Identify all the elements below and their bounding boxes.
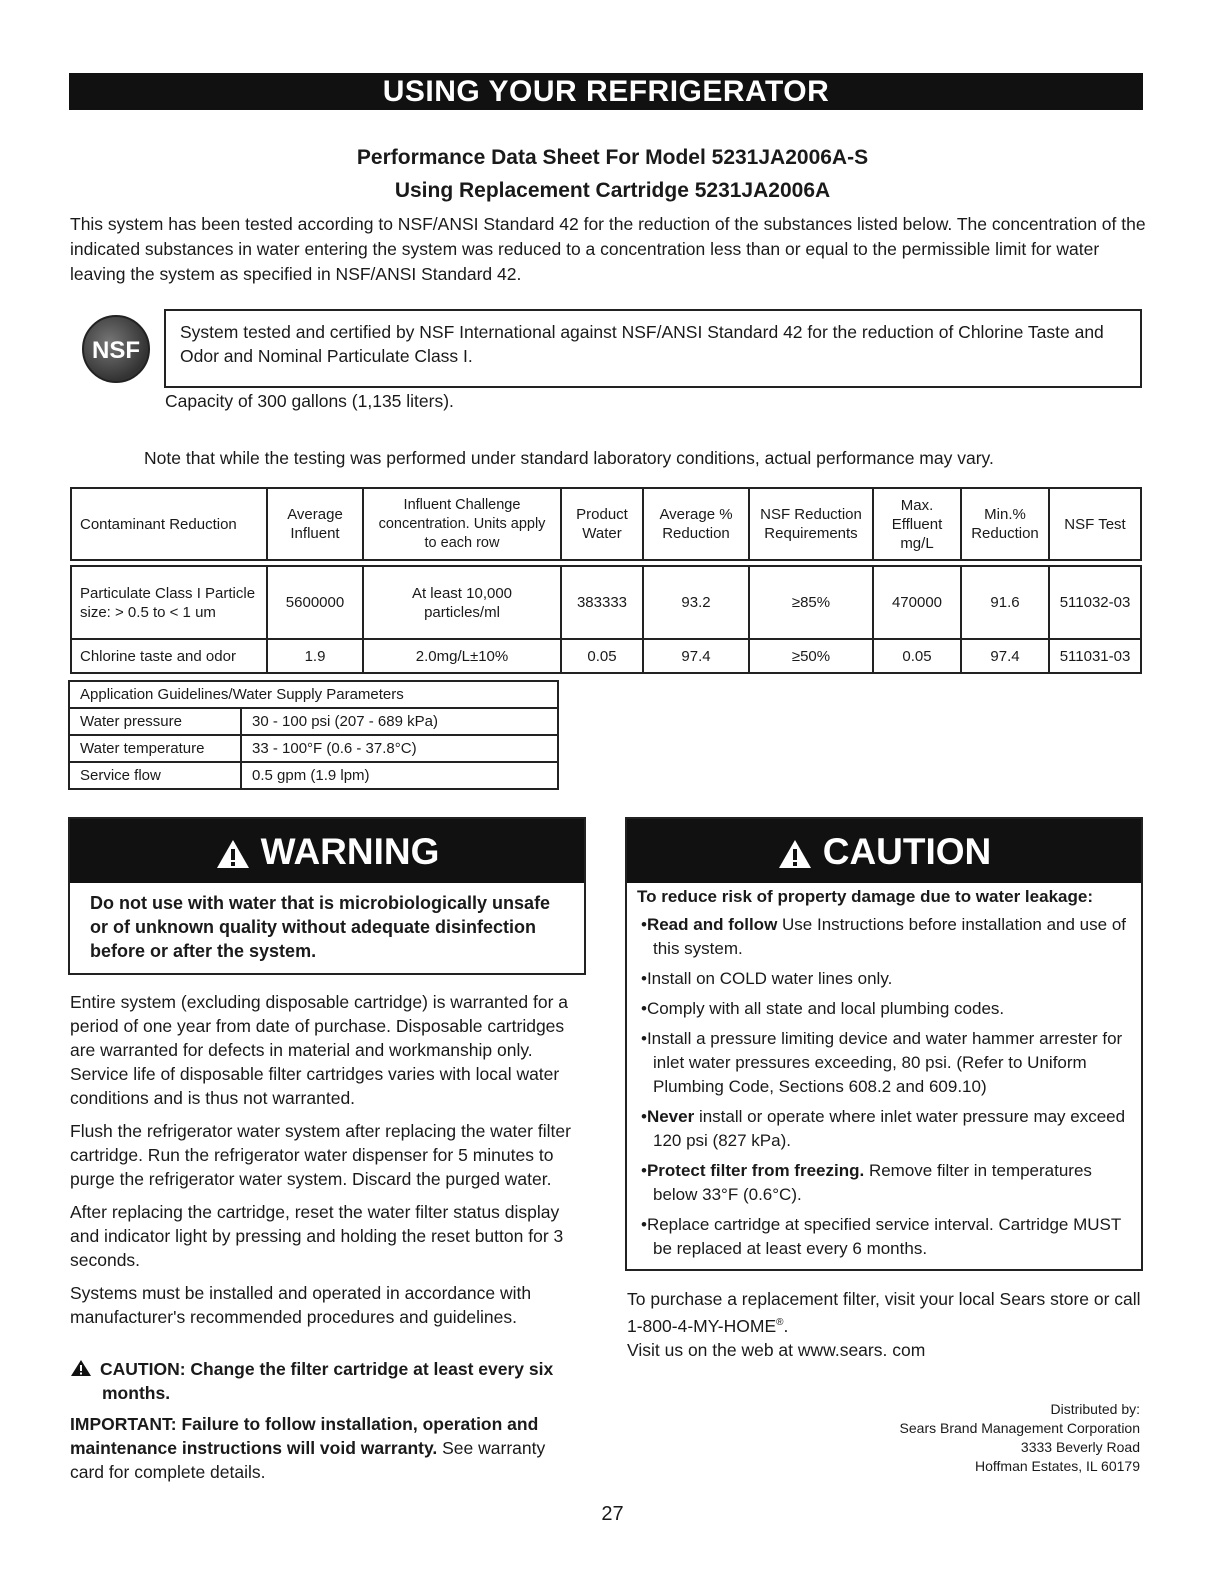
table-cell: 1.9 bbox=[267, 639, 363, 673]
important-bold: IMPORTANT: Failure to follow installation, operation and maintenance instructions will void warranty. bbox=[70, 1414, 539, 1458]
install-paragraph: Systems must be installed and operated in accordance with manufacturer's recommended procedures and guidelines. bbox=[70, 1283, 532, 1327]
table-row bbox=[69, 735, 558, 762]
table-cell: Chlorine taste and odor bbox=[71, 639, 267, 673]
table-header-row bbox=[71, 488, 1141, 560]
warning-heading: WARNING bbox=[70, 819, 584, 883]
table-row bbox=[69, 762, 558, 789]
table-cell: Water temperature bbox=[69, 735, 241, 762]
caution-item: •Install on COLD water lines only. bbox=[641, 969, 893, 988]
caution-heading-triangle-icon bbox=[777, 838, 813, 870]
important-note bbox=[70, 1412, 580, 1484]
caution-triangle-icon bbox=[70, 1359, 92, 1377]
distributor-label: Distributed by: bbox=[1050, 1401, 1140, 1417]
caution-item: •Comply with all state and local plumbing codes. bbox=[641, 999, 1005, 1018]
important-rest: See warranty card for complete details. bbox=[70, 1438, 546, 1482]
header-cell: Influent Challenge concentration. Units apply to each row bbox=[363, 488, 561, 560]
app-table-title: Application Guidelines/Water Supply Parameters bbox=[69, 681, 558, 708]
nsf-logo bbox=[82, 315, 150, 383]
sheet-subtitle: Using Replacement Cartridge 5231JA2006A bbox=[394, 179, 831, 202]
sheet-title: Performance Data Sheet For Model 5231JA2006A-S bbox=[356, 146, 869, 169]
intro-paragraph: This system has been tested according to NSF/ANSI Standard 42 for the reduction of the substances listed below. The concentration of the indicated substances in water entering the system was reduced to a concentration less than or equal to the permissible limit for water leaving the system as specified in NSF/ANSI Standard 42. bbox=[70, 214, 1146, 284]
table-cell: 511032-03 bbox=[1049, 566, 1141, 639]
caution-item: •Install a pressure limiting device and water hammer arrester for inlet water pressures exceeding, 80 psi. (Refer to Uniform Plumbing Code, Sections 608.2 and 609.10) bbox=[641, 1029, 1123, 1096]
table-row bbox=[71, 566, 1141, 639]
table-cell: 2.0mg/L±10% bbox=[363, 639, 561, 673]
caution-body bbox=[637, 885, 1137, 1267]
table-cell: 470000 bbox=[873, 566, 961, 639]
caution-item: •Read and follow Use Instructions before installation and use of this system. bbox=[641, 915, 1126, 958]
caution-item: •Never install or operate where inlet water pressure may exceed 120 psi (827 kPa). bbox=[641, 1107, 1126, 1150]
table-cell: 97.4 bbox=[961, 639, 1049, 673]
purchase-line: To purchase a replacement filter, visit your local Sears store or call 1-800-4-MY-HOME bbox=[627, 1289, 1141, 1336]
header-cell: NSF Test bbox=[1049, 488, 1141, 560]
table-cell: 5600000 bbox=[267, 566, 363, 639]
table-cell: Water pressure bbox=[69, 708, 241, 735]
reset-paragraph: After replacing the cartridge, reset the water filter status display and indicator light by pressing and holding the reset button for 3 seconds. bbox=[70, 1202, 564, 1270]
performance-table bbox=[70, 487, 1142, 674]
certification-text: System tested and certified by NSF International against NSF/ANSI Standard 42 for the reduction of Chlorine Taste and Odor and Nominal Particulate Class I. bbox=[180, 322, 1104, 366]
caution-item: •Replace cartridge at specified service interval. Cartridge MUST be replaced at least every 6 months. bbox=[641, 1215, 1121, 1258]
caution-heading: CAUTION bbox=[627, 819, 1141, 883]
application-guidelines-table bbox=[68, 680, 559, 790]
table-cell: ≥85% bbox=[749, 566, 873, 639]
table-row bbox=[69, 708, 558, 735]
capacity-text: Capacity of 300 gallons (1,135 liters). bbox=[165, 391, 454, 411]
table-cell: 0.5 gpm (1.9 lpm) bbox=[241, 762, 558, 789]
header-cell: NSF Reduction Requirements bbox=[749, 488, 873, 560]
header-cell: Contaminant Reduction bbox=[71, 488, 267, 560]
table-cell: 30 - 100 psi (207 - 689 kPa) bbox=[241, 708, 558, 735]
distributor-address-1: 3333 Beverly Road bbox=[1020, 1439, 1140, 1455]
header-cell: Min.% Reduction bbox=[961, 488, 1049, 560]
table-cell: Service flow bbox=[69, 762, 241, 789]
purchase-info: To purchase a replacement filter, visit your local Sears store or call 1-800-4-MY-HOME®. Visit us on the web at www.sears. com bbox=[627, 1289, 1141, 1360]
page-number: 27 bbox=[601, 1503, 624, 1525]
header-cell: Average Influent bbox=[267, 488, 363, 560]
performance-note: Note that while the testing was performed under standard laboratory conditions, actual performance may vary. bbox=[144, 448, 994, 468]
warning-text: Do not use with water that is microbiologically unsafe or of unknown quality without adequate disinfection before or after the system. bbox=[90, 893, 551, 961]
table-cell: 93.2 bbox=[643, 566, 749, 639]
warranty-paragraph: Entire system (excluding disposable cartridge) is warranted for a period of one year from date of purchase. Disposable cartridges are warranted for defects in material and workmanship only. Service life of disposable filter cartridges varies with local water conditions and is thus not warranted. bbox=[70, 992, 568, 1108]
warning-triangle-icon bbox=[215, 838, 251, 870]
table-cell: 0.05 bbox=[873, 639, 961, 673]
caution-note: CAUTION: Change the filter cartridge at least every six months. bbox=[70, 1357, 580, 1405]
registered-mark: ® bbox=[776, 1317, 784, 1328]
caution-item: •Protect filter from freezing. Remove filter in temperatures below 33°F (0.6°C). bbox=[641, 1161, 1092, 1204]
table-cell: 511031-03 bbox=[1049, 639, 1141, 673]
table-row bbox=[71, 639, 1141, 673]
table-cell: 91.6 bbox=[961, 566, 1049, 639]
caution-box bbox=[625, 817, 1143, 1271]
warning-box bbox=[68, 817, 586, 975]
table-cell: 383333 bbox=[561, 566, 643, 639]
certification-box bbox=[164, 309, 1142, 388]
website-line: Visit us on the web at www.sears. com bbox=[627, 1339, 926, 1360]
table-cell: At least 10,000 particles/ml bbox=[363, 566, 561, 639]
section-banner: USING YOUR REFRIGERATOR bbox=[69, 73, 1143, 110]
flush-paragraph: Flush the refrigerator water system after replacing the water filter cartridge. Run the refrigerator water dispenser for 5 minutes to purge the refrigerator water system. Discard the purged water. bbox=[70, 1121, 571, 1189]
caution-lead: To reduce risk of property damage due to water leakage: bbox=[637, 887, 1093, 906]
header-cell: Average % Reduction bbox=[643, 488, 749, 560]
header-cell: Product Water bbox=[561, 488, 643, 560]
table-cell: 33 - 100°F (0.6 - 37.8°C) bbox=[241, 735, 558, 762]
distributor-name: Sears Brand Management Corporation bbox=[899, 1420, 1140, 1436]
nsf-logo-text: NSF bbox=[92, 337, 140, 364]
table-cell: 0.05 bbox=[561, 639, 643, 673]
header-cell: Max. Effluent mg/L bbox=[873, 488, 961, 560]
distributor-address-2: Hoffman Estates, IL 60179 bbox=[975, 1458, 1140, 1474]
distributor-info bbox=[820, 1400, 1140, 1476]
table-cell: 97.4 bbox=[643, 639, 749, 673]
table-cell: ≥50% bbox=[749, 639, 873, 673]
warranty-paragraphs bbox=[70, 990, 580, 1338]
table-cell: Particulate Class I Particle size: > 0.5 to < 1 um bbox=[71, 566, 267, 639]
